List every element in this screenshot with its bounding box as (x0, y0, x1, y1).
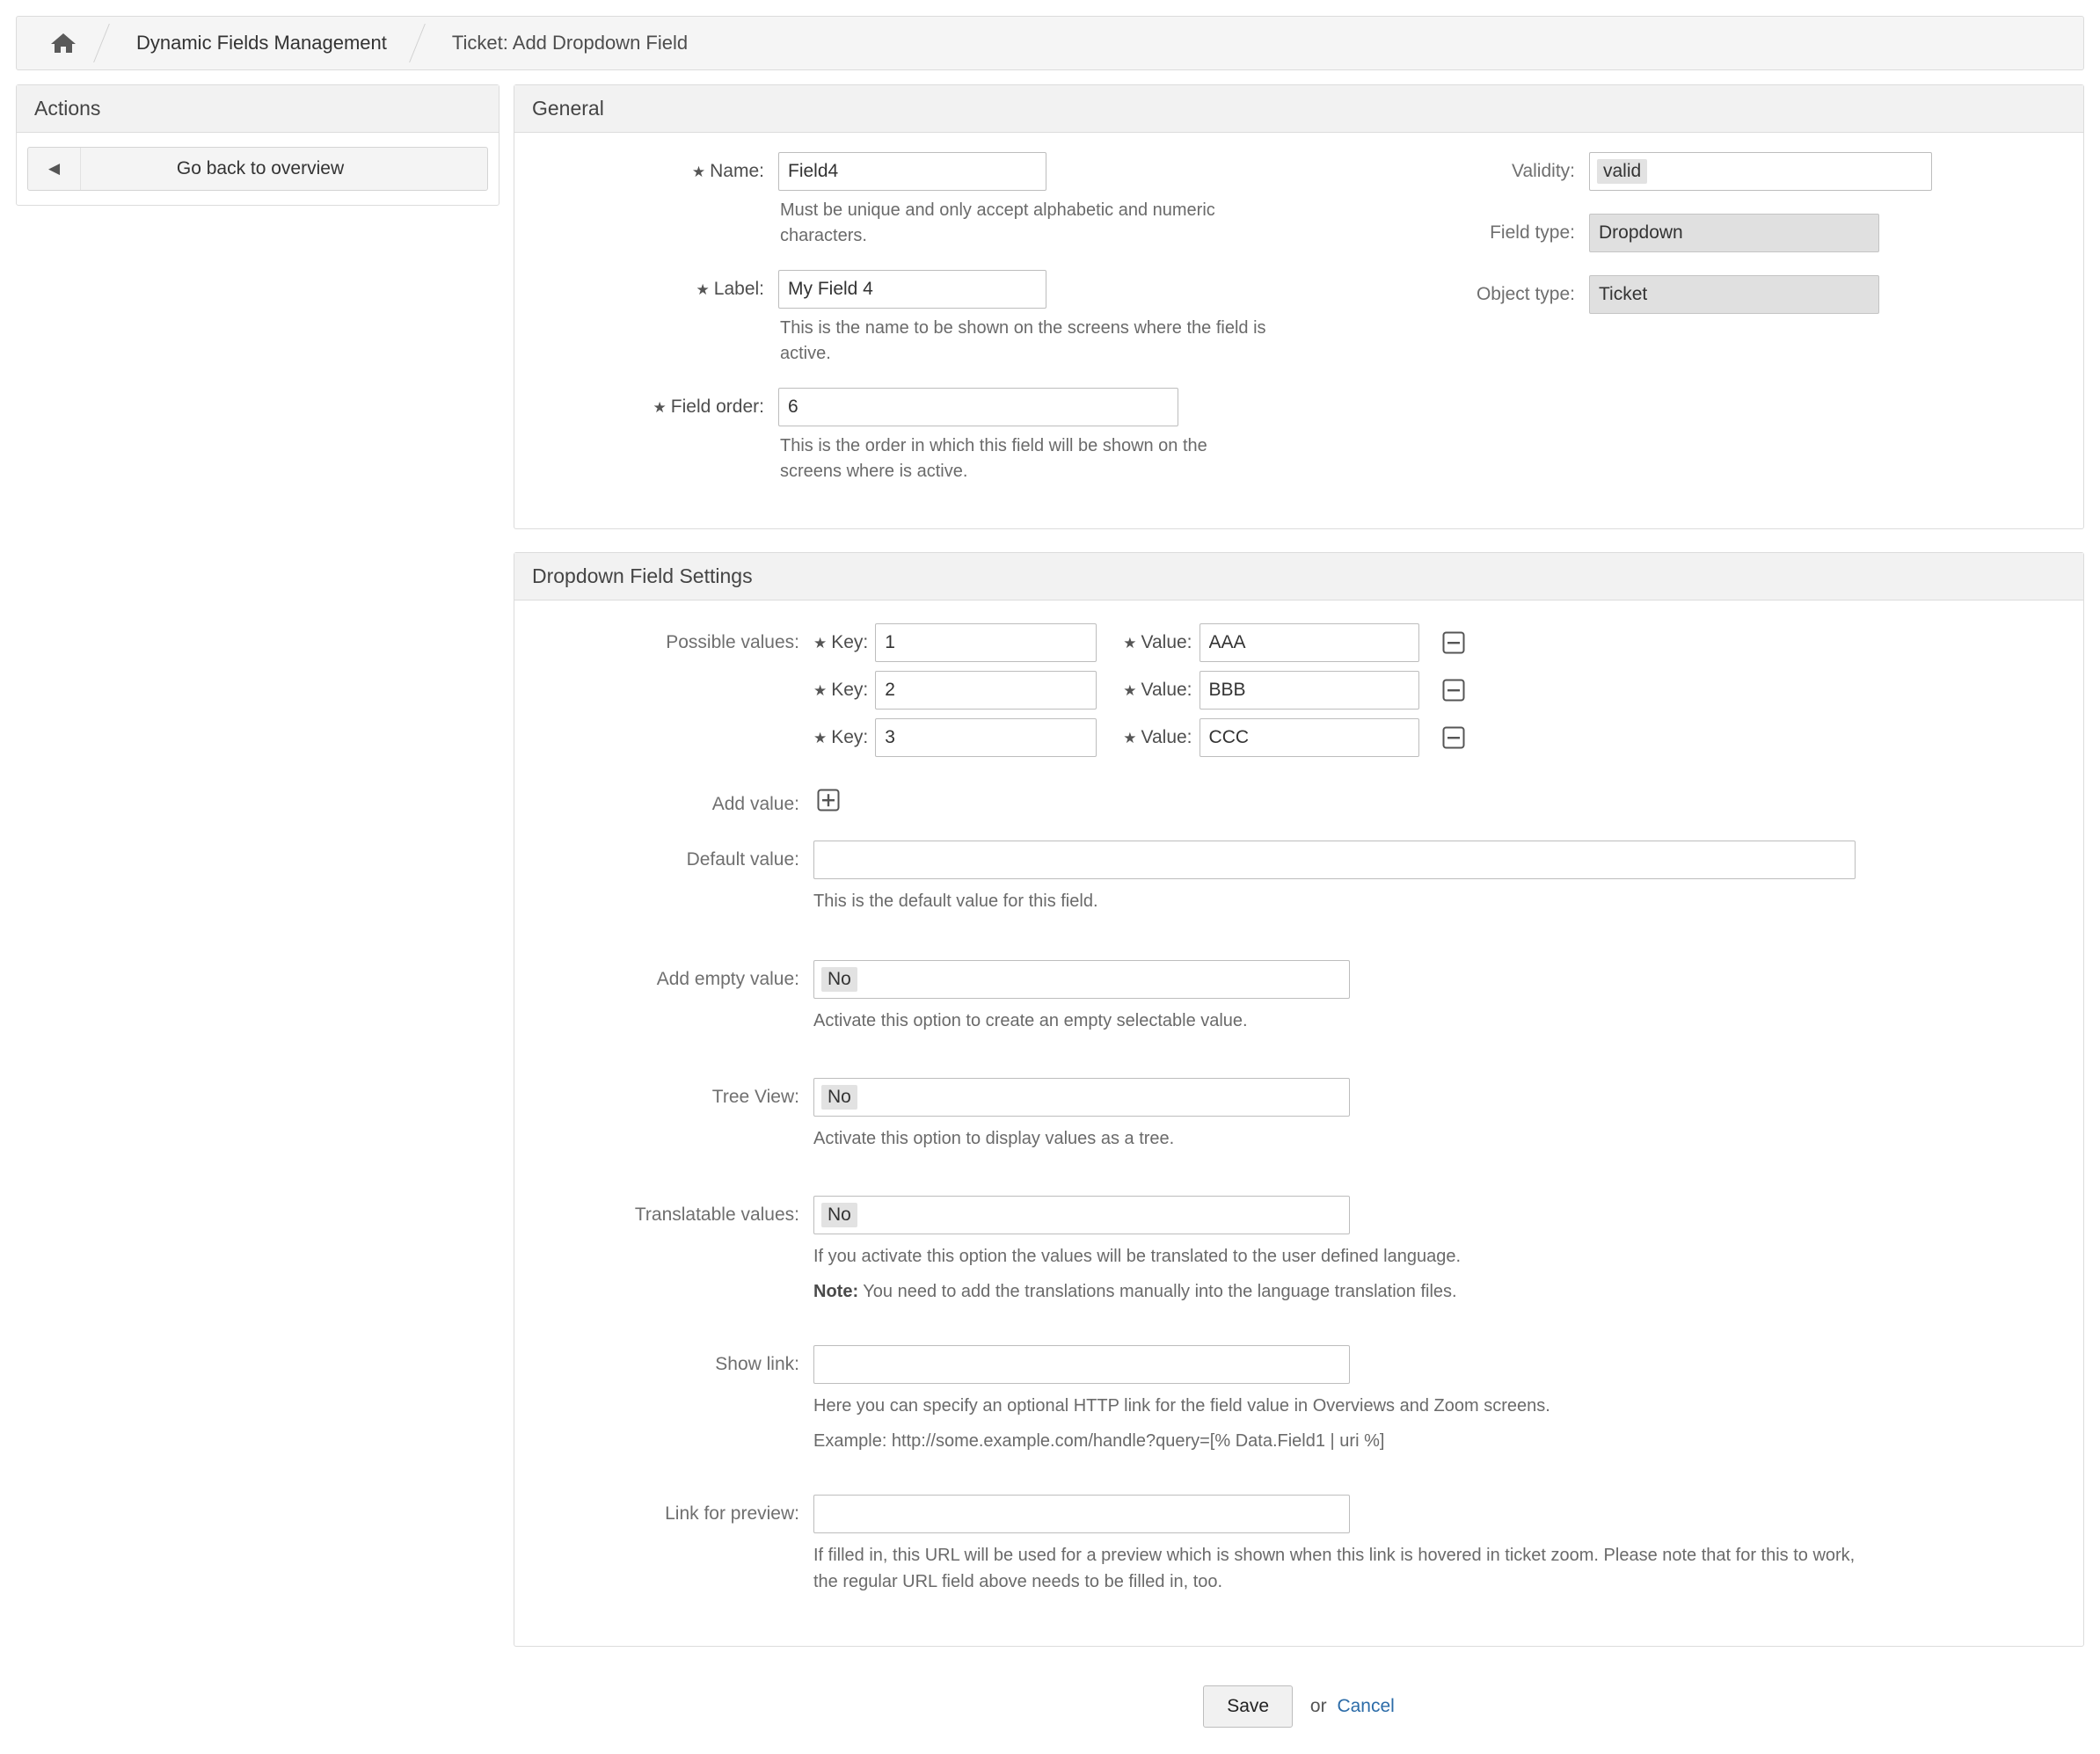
link-preview-help: If filled in, this URL will be used for a preview which is shown when this link is hovered in ticket zoom. Please note that for this to work, the regular URL field above needs to be filled in, too. (813, 1546, 1856, 1591)
object-type-label: Object type: (1476, 284, 1575, 304)
show-link-help: Here you can specify an optional HTTP link for the field value in Overviews and Zoom screens. (813, 1396, 1550, 1416)
actions-title: Actions (17, 85, 499, 133)
note-text: You need to add the translations manually into the language translation files. (858, 1282, 1457, 1301)
name-input[interactable] (778, 152, 1046, 191)
required-star-icon: ★ (653, 399, 667, 416)
possible-value-row (813, 623, 2074, 662)
minus-box-icon[interactable] (1439, 723, 1469, 753)
dropdown-settings-body (514, 600, 2083, 1646)
main-content (514, 84, 2084, 1754)
dropdown-settings-title: Dropdown Field Settings (514, 553, 2083, 600)
label-label: ★ Label: (696, 279, 764, 299)
translatable-values-select[interactable] (813, 1196, 1350, 1234)
minus-box-icon[interactable] (1439, 675, 1469, 705)
field-type-value: Dropdown (1599, 222, 1683, 243)
add-empty-value-help: Activate this option to create an empty selectable value. (813, 1011, 1248, 1030)
actions-widget (16, 84, 499, 206)
default-value-input[interactable] (813, 841, 1856, 879)
possible-value-row (813, 718, 2074, 757)
breadcrumb-label: Dynamic Fields Management (136, 32, 387, 54)
show-link-label: Show link: (715, 1354, 799, 1374)
link-preview-label: Link for preview: (665, 1503, 799, 1524)
required-star-icon: ★ (691, 164, 706, 180)
breadcrumb-item-dynamic-fields[interactable] (101, 17, 417, 69)
label-row (523, 270, 1299, 382)
required-star-icon: ★ (813, 682, 828, 699)
object-type-row (1334, 275, 2074, 314)
translatable-values-help: If you activate this option the values will be translated to the user defined language. (813, 1247, 1462, 1266)
dropdown-settings-widget (514, 552, 2084, 1647)
name-label: ★ Name: (691, 161, 764, 181)
add-empty-value-select[interactable] (813, 960, 1350, 999)
minus-box-icon[interactable] (1439, 628, 1469, 658)
general-right-column (1299, 152, 2074, 506)
object-type-value: Ticket (1599, 284, 1648, 304)
plus-box-icon[interactable] (813, 785, 843, 815)
save-button[interactable]: Save (1203, 1685, 1293, 1728)
value-label: ★ Value: (1123, 727, 1192, 747)
required-star-icon: ★ (1123, 682, 1137, 699)
field-order-help: This is the order in which this field will be shown on the screens where is active. (780, 436, 1207, 481)
field-type-label: Field type: (1490, 222, 1575, 243)
key-label: ★ Key: (813, 632, 869, 652)
add-empty-value-value: No (821, 967, 857, 992)
field-type-value-box (1589, 214, 1879, 252)
general-title: General (514, 85, 2083, 133)
object-type-value-box (1589, 275, 1879, 314)
cancel-link[interactable]: Cancel (1337, 1696, 1395, 1716)
go-back-to-overview-button[interactable] (27, 147, 488, 191)
breadcrumb-item-current (417, 17, 718, 69)
required-star-icon: ★ (1123, 730, 1137, 746)
possible-value-value-input[interactable] (1199, 718, 1419, 757)
breadcrumb-home[interactable] (17, 17, 101, 69)
tree-view-value: No (821, 1085, 857, 1110)
possible-value-key-input[interactable] (875, 623, 1097, 662)
name-row (523, 152, 1299, 265)
label-help: This is the name to be shown on the screens where the field is active. (780, 318, 1266, 363)
key-label: ★ Key: (813, 680, 869, 700)
link-preview-row (523, 1495, 2074, 1614)
translatable-values-note (813, 1278, 1860, 1305)
show-link-input[interactable] (813, 1345, 1350, 1384)
tree-view-help: Activate this option to display values as a tree. (813, 1129, 1175, 1148)
default-value-label: Default value: (686, 849, 799, 870)
add-value-row (523, 785, 2074, 818)
field-order-row (523, 388, 1299, 500)
possible-value-value-input[interactable] (1199, 671, 1419, 710)
possible-values-row (523, 623, 2074, 766)
possible-value-key-input[interactable] (875, 671, 1097, 710)
page-layout (0, 70, 2100, 1754)
possible-value-value-input[interactable] (1199, 623, 1419, 662)
or-label: or (1309, 1696, 1327, 1716)
add-empty-value-row (523, 960, 2074, 1053)
field-type-row (1334, 214, 2074, 252)
field-order-label: ★ Field order: (653, 397, 764, 417)
form-footer (514, 1670, 2084, 1754)
possible-values-label: Possible values: (666, 632, 799, 652)
possible-value-row (813, 671, 2074, 710)
validity-select[interactable] (1589, 152, 1932, 191)
validity-value: valid (1597, 159, 1647, 184)
default-value-help: This is the default value for this field. (813, 892, 1098, 911)
translatable-values-row (523, 1196, 2074, 1324)
value-label: ★ Value: (1123, 680, 1192, 700)
required-star-icon: ★ (1123, 635, 1137, 651)
required-star-icon: ★ (696, 281, 710, 298)
value-label: ★ Value: (1123, 632, 1192, 652)
name-help: Must be unique and only accept alphabetic and numeric characters. (780, 200, 1215, 245)
general-body (514, 133, 2083, 528)
note-prefix: Note: (813, 1282, 859, 1301)
show-link-example: Example: http://some.example.com/handle?query=[% Data.Field1 | uri %] (813, 1431, 1385, 1451)
link-preview-input[interactable] (813, 1495, 1350, 1533)
validity-row (1334, 152, 2074, 191)
tree-view-select[interactable] (813, 1078, 1350, 1117)
field-order-input[interactable] (778, 388, 1178, 426)
tree-view-row (523, 1078, 2074, 1171)
possible-value-key-input[interactable] (875, 718, 1097, 757)
key-label: ★ Key: (813, 727, 869, 747)
breadcrumb-label-current: Ticket: Add Dropdown Field (451, 32, 689, 54)
go-back-label: Go back to overview (176, 158, 345, 178)
show-link-row (523, 1345, 2074, 1474)
add-empty-value-label: Add empty value: (656, 969, 799, 989)
sidebar (16, 84, 499, 229)
validity-label: Validity: (1512, 161, 1575, 181)
default-value-row (523, 841, 2074, 934)
general-left-column (523, 152, 1299, 506)
breadcrumb (16, 16, 2084, 70)
home-icon (50, 32, 77, 55)
add-value-label: Add value: (711, 794, 799, 814)
required-star-icon: ★ (813, 635, 828, 651)
label-input[interactable] (778, 270, 1046, 309)
translatable-values-value: No (821, 1203, 857, 1227)
back-arrow-icon: ◀ (28, 148, 81, 190)
tree-view-label: Tree View: (711, 1087, 799, 1107)
translatable-values-label: Translatable values: (634, 1205, 799, 1225)
general-widget (514, 84, 2084, 529)
required-star-icon: ★ (813, 730, 828, 746)
